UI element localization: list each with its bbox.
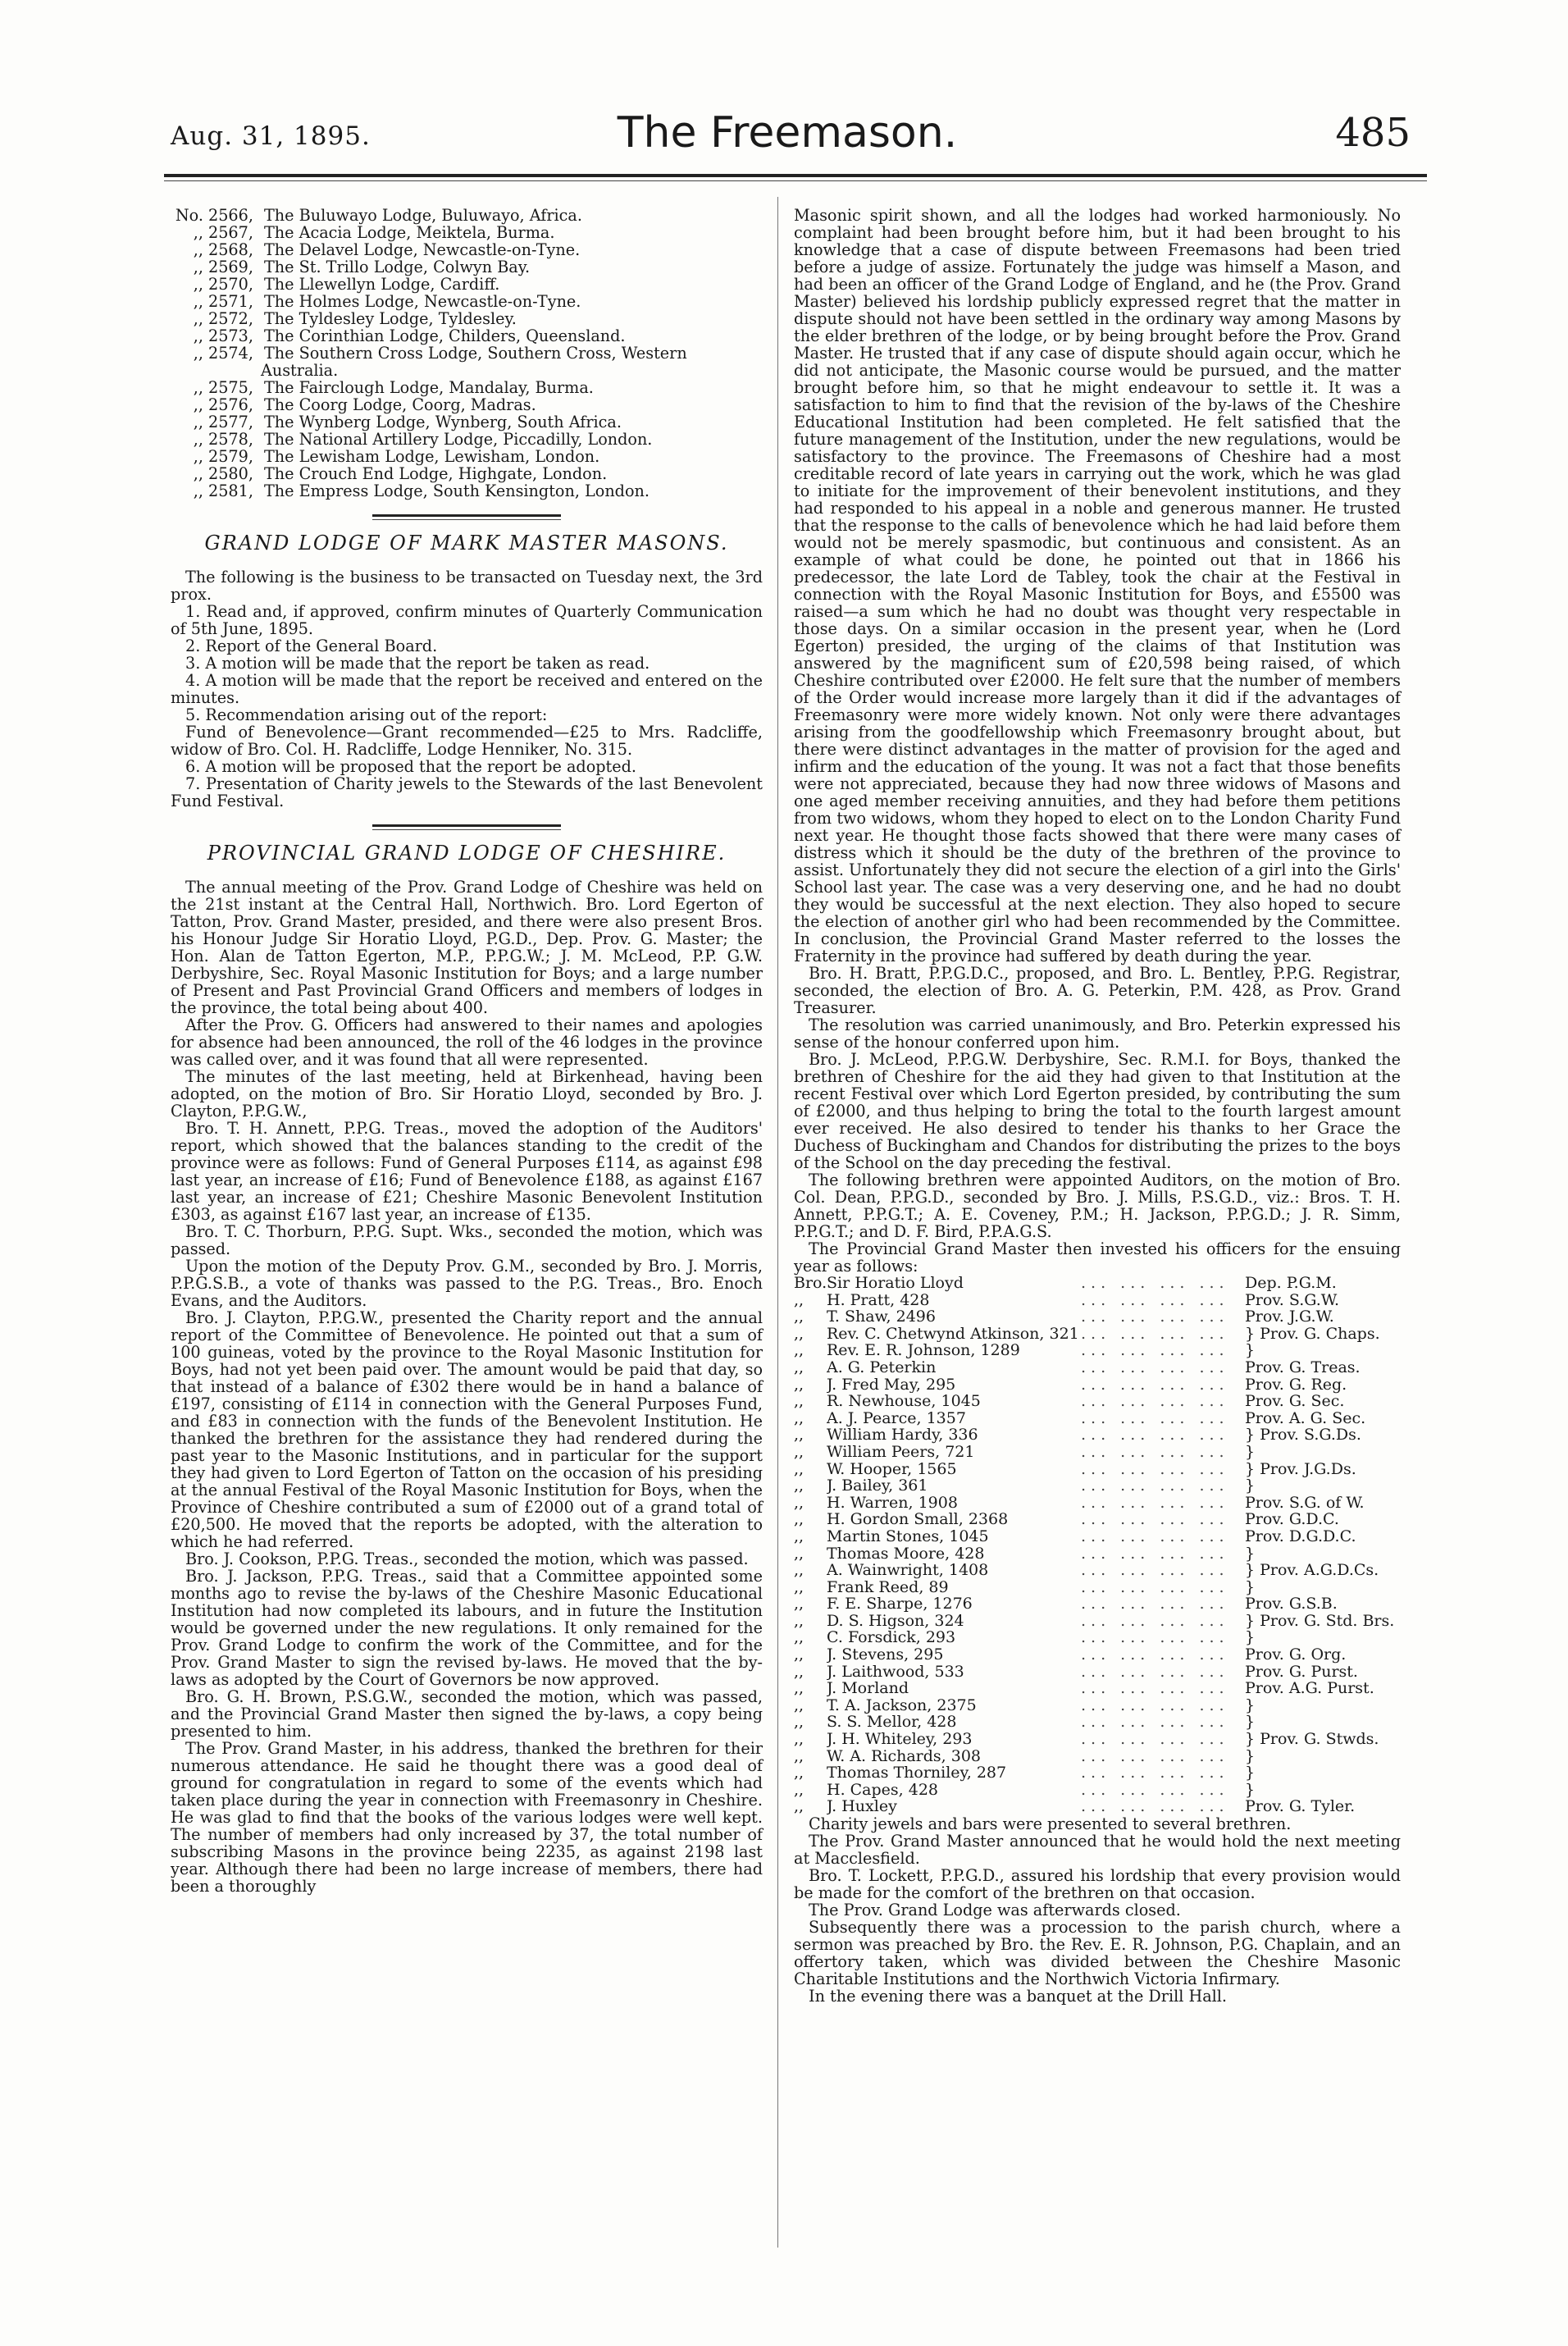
officer-name: A. Wainwright, 1408 <box>827 1562 989 1579</box>
leader-dots: ... ... ... ... <box>1081 1291 1229 1309</box>
officer-name: J. H. Whiteley, 293 <box>827 1731 973 1748</box>
officer-row <box>794 1393 1401 1410</box>
officer-row <box>794 1764 1401 1782</box>
officer-office: } <box>1245 1577 1256 1596</box>
lodge-item <box>171 258 763 276</box>
lodge-number: 2580, <box>208 464 253 483</box>
officer-name: Thomas Thorniley, 287 <box>827 1764 1007 1782</box>
officer-row <box>794 1731 1401 1748</box>
officer-name: W. A. Richards, 308 <box>827 1747 982 1765</box>
officer-name: A. J. Pearce, 1357 <box>827 1409 966 1427</box>
lodge-prefix: ,, <box>193 464 203 483</box>
leader-dots: ... ... ... ... <box>1081 1629 1229 1647</box>
closing-paragraph: Bro. T. Lockett, P.P.G.D., assured his lordship that every provision would be made for the comfort of the brethren on that occasion. <box>794 1866 1401 1902</box>
leader-dots: ... ... ... ... <box>1081 1325 1229 1343</box>
leader-dots: ... ... ... ... <box>1081 1747 1229 1765</box>
officer-name: William Peers, 721 <box>827 1443 975 1461</box>
lodge-prefix: No. <box>175 206 203 225</box>
officer-office: } <box>1245 1780 1256 1799</box>
closing-paragraph: The Prov. Grand Lodge was afterwards closed. <box>809 1901 1181 1919</box>
officer-name: William Hardy, 336 <box>827 1426 978 1444</box>
leader-dots: ... ... ... ... <box>1081 1494 1229 1512</box>
officer-row <box>794 1680 1401 1697</box>
officer-office: Prov. G. Sec. <box>1245 1392 1345 1411</box>
leader-dots: ... ... ... ... <box>1081 1781 1229 1799</box>
lodge-number: 2570, <box>208 275 253 294</box>
agenda-item: 2. Report of the General Board. <box>185 637 438 655</box>
lodge-item <box>171 396 763 413</box>
cheshire-report <box>171 879 763 1895</box>
lodge-number: 2566, <box>208 206 253 225</box>
officer-row <box>794 1426 1401 1444</box>
officer-office: Prov. S.G. of W. <box>1245 1493 1365 1512</box>
officer-office: Prov. G. Tyler. <box>1245 1797 1356 1816</box>
lodge-number: 2572, <box>208 309 253 328</box>
lodge-number: 2573, <box>208 326 253 345</box>
leader-dots: ... ... ... ... <box>1081 1663 1229 1681</box>
lodge-number: 2577, <box>208 413 253 431</box>
officer-name: S. S. Mellor, 428 <box>827 1714 957 1732</box>
lodge-name: The Southern Cross Lodge, Southern Cross, Western <box>264 344 687 363</box>
lodge-name: The Corinthian Lodge, Childers, Queensland. <box>264 326 626 345</box>
officer-row <box>794 1444 1401 1461</box>
officer-prefix: ,, <box>794 1375 805 1394</box>
lodge-prefix: ,, <box>193 378 203 397</box>
officer-office: Prov. S.G.W. <box>1245 1290 1340 1309</box>
lodge-prefix: ,, <box>193 482 203 500</box>
lodge-number: 2578, <box>208 430 253 449</box>
officer-office: Prov. G. Purst. <box>1245 1662 1358 1681</box>
lodge-prefix: ,, <box>193 344 203 363</box>
lodge-number: 2579, <box>208 447 253 466</box>
lodge-name: The Fairclough Lodge, Mandalay, Burma. <box>264 378 594 397</box>
leader-dots: ... ... ... ... <box>1081 1595 1229 1613</box>
lodge-number: 2581, <box>208 482 253 500</box>
officer-prefix: ,, <box>794 1392 805 1411</box>
leader-dots: ... ... ... ... <box>1081 1426 1229 1444</box>
lodge-name: The Empress Lodge, South Kensington, London. <box>264 482 650 500</box>
officer-name: Rev. C. Chetwynd Atkinson, 321 <box>827 1325 1079 1343</box>
leader-dots: ... ... ... ... <box>1081 1545 1229 1563</box>
leader-dots: ... ... ... ... <box>1081 1477 1229 1495</box>
lodge-prefix: ,, <box>193 275 203 294</box>
officer-row <box>794 1664 1401 1681</box>
leader-dots: ... ... ... ... <box>1081 1275 1229 1292</box>
officer-name: F. E. Sharpe, 1276 <box>827 1595 973 1613</box>
officer-prefix: ,, <box>794 1713 805 1732</box>
officer-row <box>794 1528 1401 1545</box>
lodge-prefix: ,, <box>193 258 203 276</box>
officer-prefix: ,, <box>794 1595 805 1613</box>
report-paragraph: The minutes of the last meeting, held at Birkenhead, having been adopted, on the motion of Bro. Sir Horatio Lloyd, seconded by Bro. J. Clayton, P.P.G.W., <box>171 1067 763 1121</box>
officer-name: Thomas Moore, 428 <box>827 1545 985 1563</box>
officer-row <box>794 1342 1401 1359</box>
officer-prefix: ,, <box>794 1679 805 1698</box>
lodge-item <box>171 465 763 482</box>
officer-prefix: ,, <box>794 1290 805 1309</box>
officer-row <box>794 1511 1401 1528</box>
officer-name: J. Morland <box>827 1680 909 1697</box>
officer-name: J. Laithwood, 533 <box>827 1663 964 1681</box>
officer-prefix: ,, <box>794 1577 805 1596</box>
leader-dots: ... ... ... ... <box>1081 1646 1229 1664</box>
officer-prefix: ,, <box>794 1780 805 1799</box>
report-paragraph: The Provincial Grand Master then invested his officers for the ensuing year as follows: <box>794 1239 1401 1276</box>
officer-office: } <box>1245 1764 1256 1782</box>
report-paragraph: Bro. T. H. Annett, P.P.G. Treas., moved the adoption of the Auditors' report, which showed that the balances standing to the credit of the province were as follows: Fund of General Purposes £114, as against £98 last year, an increase of £16; Fund of Benevolence £188, as against £167 last year, an increase of £21; Cheshire Masonic Benevolent Institution £303, as against £167 last year, an increase of £135. <box>171 1119 763 1224</box>
lodge-prefix: ,, <box>193 326 203 345</box>
officer-office: Prov. G.D.C. <box>1245 1510 1339 1529</box>
officer-office: } Prov. G. Stwds. <box>1245 1730 1379 1749</box>
leader-dots: ... ... ... ... <box>1081 1562 1229 1579</box>
officer-row <box>794 1798 1401 1815</box>
lodge-name: The St. Trillo Lodge, Colwyn Bay. <box>264 258 531 276</box>
officer-row <box>794 1410 1401 1427</box>
lodge-name: The Wynberg Lodge, Wynberg, South Africa. <box>264 413 622 431</box>
leader-dots: ... ... ... ... <box>1081 1612 1229 1630</box>
lodge-name: The Buluwayo Lodge, Buluwayo, Africa. <box>264 206 582 225</box>
report-paragraph: Bro. T. C. Thorburn, P.P.G. Supt. Wks., seconded the motion, which was passed. <box>171 1222 763 1258</box>
lodge-prefix: ,, <box>193 309 203 328</box>
lodge-item <box>171 327 763 345</box>
report-paragraph: Bro. H. Bratt, P.P.G.D.C., proposed, and Bro. L. Bentley, P.P.G. Registrar, seconded, the election of Bro. A. G. Peterkin, P.M. 428, as Prov. Grand Treasurer. <box>794 964 1401 1017</box>
officer-prefix: ,, <box>794 1408 805 1427</box>
lodge-number: 2567, <box>208 223 253 242</box>
leader-dots: ... ... ... ... <box>1081 1342 1229 1359</box>
lodge-item <box>171 207 763 224</box>
leader-dots: ... ... ... ... <box>1081 1443 1229 1461</box>
officer-office: Prov. G. Org. <box>1245 1645 1347 1664</box>
mark-masons-intro: The following is the business to be transacted on Tuesday next, the 3rd prox. <box>171 568 763 604</box>
section-rule <box>372 514 561 517</box>
officer-prefix: ,, <box>794 1797 805 1816</box>
officer-office: } <box>1245 1477 1256 1495</box>
lodge-item <box>171 345 763 362</box>
report-paragraph: Upon the motion of the Deputy Prov. G.M., seconded by Bro. J. Morris, P.P.G.S.B., a vote of thanks was passed to the P.G. Treas., Bro. Enoch Evans, and the Auditors. <box>171 1257 763 1310</box>
officer-name: Sir Horatio Lloyd <box>827 1275 964 1292</box>
officer-prefix: ,, <box>794 1746 805 1765</box>
officer-prefix: ,, <box>794 1341 805 1360</box>
officer-row <box>794 1495 1401 1512</box>
lodge-name: The Crouch End Lodge, Highgate, London. <box>264 464 608 483</box>
officer-prefix: ,, <box>794 1662 805 1681</box>
officer-office: Prov. G. Reg. <box>1245 1375 1347 1394</box>
lodge-item <box>171 431 763 448</box>
report-paragraph: The resolution was carried unanimously, and Bro. Peterkin expressed his sense of the honour conferred upon him. <box>794 1016 1401 1052</box>
agenda-item: 5. Recommendation arising out of the report: <box>185 705 548 724</box>
officer-name: T. Shaw, 2496 <box>827 1308 936 1326</box>
officer-name: H. Capes, 428 <box>827 1781 939 1799</box>
officer-office: Prov. D.G.D.C. <box>1245 1527 1356 1545</box>
officer-prefix: ,, <box>794 1442 805 1461</box>
masthead-title: The Freemason. <box>617 108 958 157</box>
lodge-number: 2576, <box>208 395 253 414</box>
leader-dots: ... ... ... ... <box>1081 1409 1229 1427</box>
officer-prefix: ,, <box>794 1459 805 1478</box>
leader-dots: ... ... ... ... <box>1081 1308 1229 1326</box>
officer-prefix: ,, <box>794 1308 805 1326</box>
officer-prefix: ,, <box>794 1645 805 1664</box>
officer-prefix: ,, <box>794 1510 805 1529</box>
officer-name: J. Huxley <box>827 1798 897 1815</box>
report-paragraph: Bro. G. H. Brown, P.S.G.W., seconded the motion, which was passed, and the Provincial Grand Master then signed the by-laws, a copy being presented to him. <box>171 1687 763 1741</box>
officer-prefix: ,, <box>794 1764 805 1782</box>
mark-masons-agenda <box>171 603 763 810</box>
lodge-item <box>171 482 763 500</box>
lodge-number: 2575, <box>208 378 253 397</box>
officer-row <box>794 1376 1401 1394</box>
report-paragraph: After the Prov. G. Officers had answered to their names and apologies for absence had been announced, the roll of the 46 lodges in the province was called over, and it was found that all were represented. <box>171 1016 763 1069</box>
lodge-prefix: ,, <box>193 413 203 431</box>
officer-office: } <box>1245 1442 1256 1461</box>
page-header <box>115 107 1460 172</box>
officer-name: J. Fred May, 295 <box>827 1376 956 1394</box>
officer-office: } <box>1245 1696 1256 1714</box>
agenda-item: 7. Presentation of Charity jewels to the Stewards of the last Benevolent Fund Festival. <box>171 774 763 810</box>
officer-office: } Prov. G. Std. Brs. <box>1245 1611 1395 1630</box>
officer-name: A. G. Peterkin <box>827 1358 937 1376</box>
officer-row <box>794 1359 1401 1376</box>
officer-row <box>794 1292 1401 1309</box>
officer-office: Prov. A.G. Purst. <box>1245 1679 1374 1698</box>
report-paragraph: Bro. J. Cookson, P.P.G. Treas., seconded the motion, which was passed. <box>185 1550 749 1568</box>
leader-dots: ... ... ... ... <box>1081 1578 1229 1596</box>
officer-office: } <box>1245 1746 1256 1765</box>
closing-paragraph: Subsequently there was a procession to the parish church, where a sermon was preached by Bro. the Rev. E. R. Johnson, P.G. Chaplain, and an offertory taken, which was divided between the Cheshire Masonic Charitable Institutions and the Northwich Victoria Infirmary. <box>794 1918 1401 1988</box>
officer-prefix: ,, <box>794 1493 805 1512</box>
lodge-prefix: ,, <box>193 447 203 466</box>
agenda-item: 4. A motion will be made that the report be received and entered on the minutes. <box>171 671 763 707</box>
lodge-item <box>171 224 763 241</box>
column-divider <box>777 197 778 2248</box>
section-rule-thin <box>372 519 561 520</box>
report-paragraph: Bro. J. Clayton, P.P.G.W., presented the Charity report and the annual report of the Committee of Benevolence. He pointed out that a sum of 100 guineas, voted by the province to the Royal Masonic Institution for Boys, had not yet been paid over. The amount would be paid that day, so that instead of a balance of £302 there would be in hand a balance of £197, consisting of £114 in connection with the General Purposes Fund, and £83 in connection with the funds of the Benevolent Institution. He thanked the brethren for the assistance they had rendered during the past year to the Masonic Institutions, and in particular for the support they had given to Lord Egerton of Tatton on the occasion of his presiding at the annual Festival of the Royal Masonic Institution for Boys, when the Province of Cheshire contributed a sum of £2000 out of a grand total of £20,500. He moved that the reports be adopted, with the alteration to which he had referred. <box>171 1308 763 1551</box>
officer-name: Rev. E. R. Johnson, 1289 <box>827 1342 1020 1359</box>
officer-office: } Prov. S.G.Ds. <box>1245 1426 1361 1445</box>
officer-prefix: ,, <box>794 1696 805 1714</box>
officer-row <box>794 1326 1401 1343</box>
section-rule <box>372 824 561 827</box>
officer-row <box>794 1714 1401 1731</box>
officer-office: } Prov. A.G.D.Cs. <box>1245 1561 1379 1580</box>
officer-office: Prov. A. G. Sec. <box>1245 1408 1366 1427</box>
lodge-item <box>171 310 763 327</box>
issue-date: Aug. 31, 1895. <box>171 121 371 151</box>
officer-row <box>794 1308 1401 1326</box>
officer-row <box>794 1461 1401 1478</box>
lodge-name: The Lewisham Lodge, Lewisham, London. <box>264 447 600 466</box>
lodge-item <box>171 413 763 431</box>
officer-name: H. Pratt, 428 <box>827 1291 930 1309</box>
officer-name: R. Newhouse, 1045 <box>827 1393 981 1410</box>
officer-office: } <box>1245 1544 1256 1563</box>
officer-row <box>794 1782 1401 1799</box>
officer-prefix: ,, <box>794 1527 805 1545</box>
officer-name: J. Bailey, 361 <box>827 1477 928 1495</box>
leader-dots: ... ... ... ... <box>1081 1714 1229 1732</box>
lodge-prefix: ,, <box>193 395 203 414</box>
officer-prefix: ,, <box>794 1611 805 1630</box>
leader-dots: ... ... ... ... <box>1081 1376 1229 1394</box>
closing-paragraph: Charity jewels and bars were presented to several brethren. <box>809 1814 1292 1833</box>
closing-report <box>794 1815 1401 2005</box>
lodge-name: The Coorg Lodge, Coorg, Madras. <box>264 395 536 414</box>
right-column <box>794 207 1401 2005</box>
officer-row <box>794 1613 1401 1630</box>
officer-row <box>794 1595 1401 1613</box>
agenda-item: 3. A motion will be made that the report be taken as read. <box>185 654 650 673</box>
leader-dots: ... ... ... ... <box>1081 1511 1229 1528</box>
officer-row <box>794 1562 1401 1579</box>
lodge-number: 2571, <box>208 292 253 311</box>
officer-prefix: ,, <box>794 1730 805 1749</box>
lodge-number: 2569, <box>208 258 253 276</box>
report-paragraph: Masonic spirit shown, and all the lodges had worked harmoniously. No complaint had been brought before him, but it had been brought to his knowledge that a case of dispute between Freemasons had been tried before a judge of assize. Fortunately the judge was himself a Mason, and had been an officer of the Grand Lodge of England, and he (the Prov. Grand Master) believed his lordship publicly expressed regret that the matter in dispute should not have been settled in the ordinary way among Masons by the elder brethren of the lodge, or by being brought before the Prov. Grand Master. He trusted that if any case of dispute should again occur, which he did not anticipate, the Masonic course would be pursued, and the matter brought before him, so that he might endeavour to settle it. It was a satisfaction to him to find that the revision of the by-laws of the Cheshire Educational Institution had been completed. He felt satisfied that the future management of the Institution, under the new regulations, would be satisfactory to the province. The Freemasons of Cheshire had a most creditable record of late years in carrying out the work, which he was glad to initiate for the improvement of their benevolent institutions, and they had responded to his appeal in a noble and generous manner. He trusted that the response to the calls of benevolence which he had laid before them would not be merely spasmodic, but continuous and consistent. As an example of what could be done, he pointed out that in 1866 his predecessor, the late Lord de Tabley, took the chair at the Festival in connection with the Royal Masonic Institution for Boys, and £5500 was raised—a sum which he had no doubt was thought very respectable in those days. On a similar occasion in the present year, when he (Lord Egerton) presided, the urging of the claims of that Institution was answered by the magnificent sum of £20,598 being raised, of which Cheshire contributed over £2000. He felt sure that the number of members of the Order would increase more largely than it did if the advantages of Freemasonry were more widely known. Not only were there advantages arising from the goodfellowship which Freemasonry brought about, but there were distinct advantages in the matter of provision for the aged and infirm and the education of the young. It was not a fact that those benefits were not appreciated, because they had now three widows of Masons and one aged member receiving annuities, and they had before them petitions from two widows, whom they hoped to elect on to the London Charity Fund next year. He thought those facts showed that there were many cases of distress which it should be the duty of the brethren of the province to assist. Unfortunately they did not secure the election of a girl into the Girls' School last year. The case was a very deserving one, and he had no doubt they would be successful at the next election. They also hoped to secure the election of another girl who had been recommended by the Committee. In conclusion, the Provincial Grand Master referred to the losses the Fraternity in the province had suffered by death during the year. <box>794 206 1401 965</box>
leader-dots: ... ... ... ... <box>1081 1764 1229 1782</box>
leader-dots: ... ... ... ... <box>1081 1527 1229 1545</box>
leader-dots: ... ... ... ... <box>1081 1731 1229 1748</box>
officer-prefix: ,, <box>794 1628 805 1647</box>
cheshire-report-continued <box>794 207 1401 1275</box>
officer-name: H. Warren, 1908 <box>827 1494 958 1512</box>
lodge-number: 2568, <box>208 240 253 259</box>
officer-row <box>794 1629 1401 1646</box>
officer-row <box>794 1748 1401 1765</box>
leader-dots: ... ... ... ... <box>1081 1680 1229 1697</box>
officer-office: } <box>1245 1713 1256 1732</box>
officer-prefix: ,, <box>794 1426 805 1445</box>
officer-name: Martin Stones, 1045 <box>827 1527 989 1545</box>
officer-office: } <box>1245 1341 1256 1360</box>
lodge-name: The Delavel Lodge, Newcastle-on-Tyne. <box>264 240 581 259</box>
section-rule-thin <box>372 829 561 830</box>
lodge-name: The Llewellyn Lodge, Cardiff. <box>264 275 500 294</box>
lodge-item <box>171 379 763 396</box>
officer-prefix: ,, <box>794 1477 805 1495</box>
agenda-item: 1. Read and, if approved, confirm minutes of Quarterly Communication of 5th June, 1895. <box>171 602 763 638</box>
lodge-prefix: ,, <box>193 223 203 242</box>
officer-row <box>794 1477 1401 1495</box>
mark-masons-title: GRAND LODGE OF MARK MASTER MASONS. <box>204 532 729 555</box>
officer-row <box>794 1579 1401 1596</box>
report-paragraph: The annual meeting of the Prov. Grand Lodge of Cheshire was held on the 21st instant at the Central Hall, Northwich. Bro. Lord Egerton of Tatton, Prov. Grand Master, presided, and there were also present Bros. his Honour Judge Sir Horatio Lloyd, P.G.D., Dep. Prov. G. Master; the Hon. Alan de Tatton Egerton, M.P., P.P.G.W.; J. M. McLeod, P.P. G.W. Derbyshire, Sec. Royal Masonic Institution for Boys; and a large number of Present and Past Provincial Grand Officers and members of lodges in the province, the total being about 400. <box>171 878 763 1017</box>
agenda-item: Fund of Benevolence—Grant recommended—£25 to Mrs. Radcliffe, widow of Bro. Col. H. Radcliffe, Lodge Henniker, No. 315. <box>171 723 763 759</box>
officer-name: H. Gordon Small, 2368 <box>827 1511 1009 1528</box>
officer-name: J. Stevens, 295 <box>827 1646 944 1664</box>
officer-office: } <box>1245 1628 1256 1647</box>
leader-dots: ... ... ... ... <box>1081 1358 1229 1376</box>
leader-dots: ... ... ... ... <box>1081 1696 1229 1714</box>
lodge-item <box>171 241 763 258</box>
closing-paragraph: The Prov. Grand Master announced that he would hold the next meeting at Macclesfield. <box>794 1832 1401 1868</box>
report-paragraph: Bro. J. Jackson, P.P.G. Treas., said that a Committee appointed some months ago to revise the by-laws of the Cheshire Masonic Educational Institution had now completed its labours, and in future the Institution would be governed under the new regulations. It only remained for the Prov. Grand Lodge to confirm the work of the Committee, and for the Prov. Grand Master to sign the revised by-laws. He moved that the by-laws as adopted by the Court of Governors be now approved. <box>171 1567 763 1689</box>
lodge-item <box>171 448 763 465</box>
officer-name: W. Hooper, 1565 <box>827 1460 957 1478</box>
officer-office: } Prov. J.G.Ds. <box>1245 1459 1356 1478</box>
officer-office: Prov. G. Treas. <box>1245 1358 1361 1376</box>
header-rule <box>164 174 1427 177</box>
report-paragraph: Bro. J. McLeod, P.P.G.W. Derbyshire, Sec. R.M.I. for Boys, thanked the brethren of Cheshire for the aid they had given to that Institution at the recent Festival over which Lord Egerton presided, by contributing the sum of £2000, and thus helping to bring the total to the fourth largest amount ever received. He also desired to tender his thanks to her Grace the Duchess of Buckingham and Chandos for distributing the prizes to the boys of the School on the day preceding the festival. <box>794 1050 1401 1172</box>
lodge-number: 2574, <box>208 344 253 363</box>
officer-prefix: ,, <box>794 1561 805 1580</box>
leader-dots: ... ... ... ... <box>1081 1393 1229 1410</box>
officer-name: D. S. Higson, 324 <box>827 1612 964 1630</box>
lodge-name: The Tyldesley Lodge, Tyldesley. <box>264 309 517 328</box>
lodge-name-continued: Australia. <box>261 361 339 380</box>
lodge-list <box>171 207 763 500</box>
officer-row <box>794 1545 1401 1563</box>
officer-row <box>794 1275 1401 1292</box>
closing-paragraph: In the evening there was a banquet at the Drill Hall. <box>809 1987 1228 2006</box>
lodge-name: The Holmes Lodge, Newcastle-on-Tyne. <box>264 292 581 311</box>
leader-dots: ... ... ... ... <box>1081 1460 1229 1478</box>
officer-list <box>794 1275 1401 1815</box>
leader-dots: ... ... ... ... <box>1081 1798 1229 1815</box>
report-paragraph: The following brethren were appointed Auditors, on the motion of Bro. Col. Dean, P.P.G.D., seconded by Bro. J. Mills, P.S.G.D., viz.: Bros. T. H. Annett, P.P.G.T.; A. E. Coveney, P.M.; H. Jackson, P.P.G.D.; J. R. Simm, P.P.G.T.; and D. F. Bird, P.P.A.G.S. <box>794 1171 1401 1241</box>
lodge-name: The Acacia Lodge, Meiktela, Burma. <box>264 223 555 242</box>
left-column <box>171 207 763 1895</box>
cheshire-title: PROVINCIAL GRAND LODGE OF CHESHIRE. <box>207 842 727 865</box>
lodge-prefix: ,, <box>193 292 203 311</box>
officer-office: } Prov. G. Chaps. <box>1245 1324 1380 1343</box>
header-rule-thin <box>164 180 1427 181</box>
lodge-prefix: ,, <box>193 430 203 449</box>
report-paragraph: The Prov. Grand Master, in his address, thanked the brethren for their numerous attendance. He said he thought there was a good deal of ground for congratulation in regard to some of the events which had taken place during the year in connection with Freemasonry in Cheshire. He was glad to find that the books of the various lodges were well kept. The number of members had only increased by 37, the total number of subscribing Masons in the province being 2235, as against 2198 last year. Although there had been no large increase of members, there had been a thoroughly <box>171 1739 763 1896</box>
officer-prefix: ,, <box>794 1358 805 1376</box>
lodge-prefix: ,, <box>193 240 203 259</box>
lodge-name: The National Artillery Lodge, Piccadilly, London. <box>264 430 653 449</box>
officer-name: T. A. Jackson, 2375 <box>827 1696 977 1714</box>
officer-office: Prov. J.G.W. <box>1245 1308 1334 1326</box>
lodge-item <box>171 293 763 310</box>
officer-row <box>794 1646 1401 1664</box>
officer-name: Frank Reed, 89 <box>827 1578 949 1596</box>
agenda-item: 6. A motion will be proposed that the report be adopted. <box>185 757 636 776</box>
officer-prefix: ,, <box>794 1544 805 1563</box>
officer-office: Prov. G.S.B. <box>1245 1595 1338 1613</box>
lodge-item <box>171 276 763 293</box>
officer-prefix: Bro. <box>794 1274 827 1292</box>
officer-office: Dep. P.G.M. <box>1245 1274 1337 1292</box>
officer-name: C. Forsdick, 293 <box>827 1629 956 1647</box>
officer-prefix: ,, <box>794 1324 805 1343</box>
officer-row <box>794 1697 1401 1714</box>
page-number: 485 <box>1335 110 1411 156</box>
